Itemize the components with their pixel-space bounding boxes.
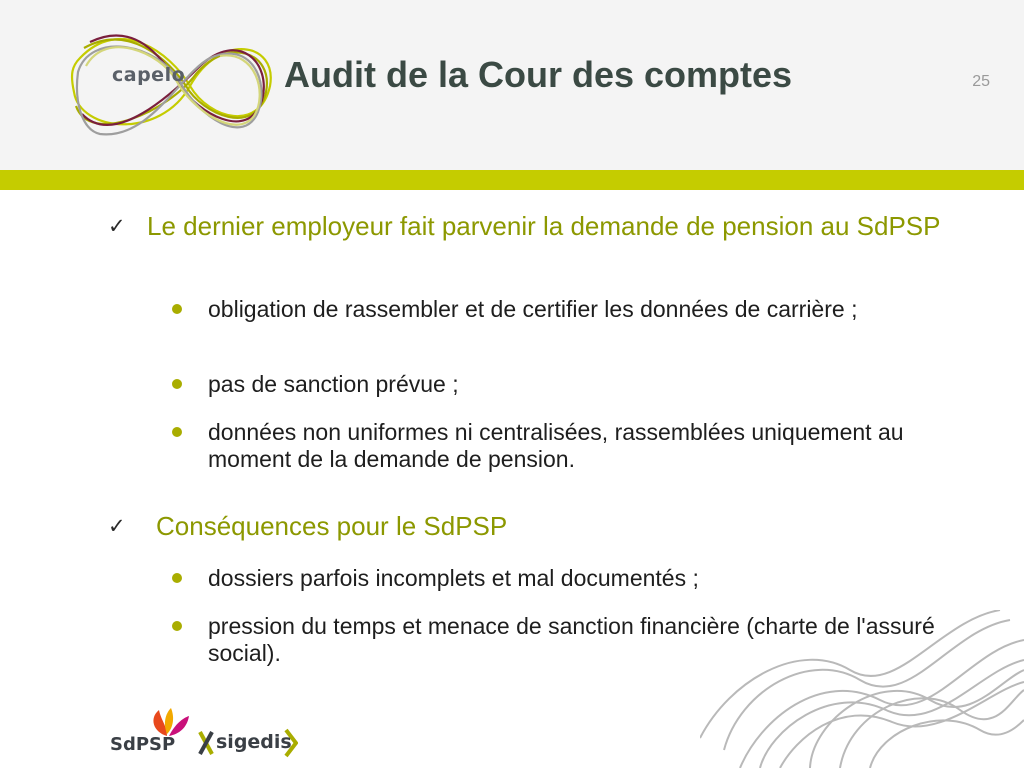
page-number: 25 bbox=[972, 73, 990, 90]
accent-band bbox=[0, 170, 1024, 190]
round-bullet-icon bbox=[172, 427, 182, 437]
list-item-text: pression du temps et menace de sanction financière (charte de l'assuré social). bbox=[208, 613, 935, 666]
checkmark-icon: ✓ bbox=[108, 214, 126, 238]
round-bullet-icon bbox=[172, 304, 182, 314]
capelo-logo-text: capelo bbox=[112, 64, 186, 86]
decorative-swirl-icon bbox=[700, 610, 1024, 768]
slide-title: Audit de la Cour des comptes bbox=[284, 54, 793, 95]
section-heading-text: Le dernier employeur fait parvenir la demande de pension au SdPSP bbox=[147, 211, 941, 241]
sigedis-logo-text: sigedis bbox=[216, 731, 292, 753]
checkmark-icon: ✓ bbox=[108, 514, 126, 538]
sdpsp-logo-text: SdPSP bbox=[110, 734, 176, 755]
round-bullet-icon bbox=[172, 621, 182, 631]
capelo-logo-icon bbox=[60, 22, 280, 150]
list-item-text: dossiers parfois incomplets et mal documentés ; bbox=[208, 565, 699, 591]
round-bullet-icon bbox=[172, 573, 182, 583]
list-item-text: données non uniformes ni centralisées, rassemblées uniquement au moment de la demande de pension. bbox=[208, 419, 904, 472]
section-heading-text: Conséquences pour le SdPSP bbox=[156, 511, 508, 541]
round-bullet-icon bbox=[172, 379, 182, 389]
list-item-text: pas de sanction prévue ; bbox=[208, 371, 459, 397]
list-item-text: obligation de rassembler et de certifier les données de carrière ; bbox=[208, 296, 858, 322]
